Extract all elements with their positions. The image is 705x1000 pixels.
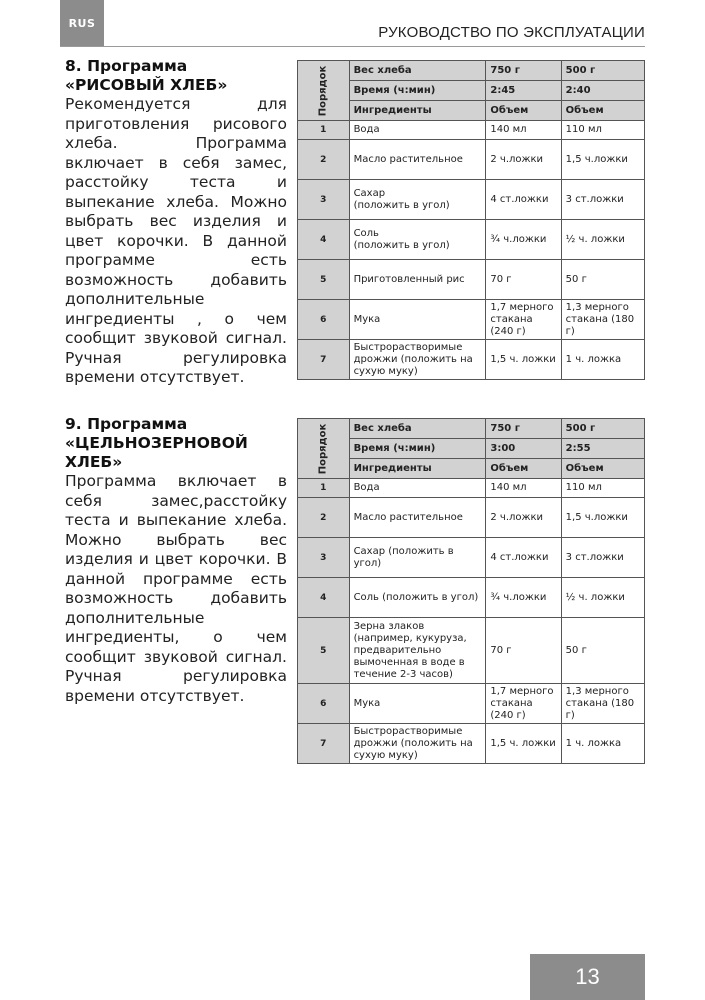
row-number: 1 [298, 479, 350, 498]
page-number: 13 [530, 954, 645, 1000]
amount-500: 3 ст.ложки [561, 538, 644, 578]
amount-750: 2 ч.ложки [486, 498, 561, 538]
program-9-recipe-table [297, 418, 645, 764]
ingredient-name: Вода [349, 479, 486, 498]
program-9-heading [65, 415, 287, 472]
row-number: 5 [298, 618, 350, 684]
program-8-recipe-table [297, 60, 645, 380]
ingredient-name: Быстрорастворимые дрожжи (положить на сухую муку) [349, 340, 486, 380]
amount-500: 50 г [561, 618, 644, 684]
table-row [298, 578, 645, 618]
row-number: 6 [298, 300, 350, 340]
ingredient-name: Вода [349, 121, 486, 140]
program-8-heading-line2: «РИСОВЫЙ ХЛЕБ» [65, 76, 228, 94]
amount-500: 110 мл [561, 479, 644, 498]
ingredients-label: Ингредиенты [349, 459, 486, 479]
table-row [298, 498, 645, 538]
ingredient-name: Быстрорастворимые дрожжи (положить на сухую муку) [349, 724, 486, 764]
amount-500: 1 ч. ложка [561, 340, 644, 380]
row-number: 5 [298, 260, 350, 300]
amount-750: 70 г [486, 618, 561, 684]
program-8-heading-line1: 8. Программа [65, 57, 188, 75]
row-number: 3 [298, 180, 350, 220]
table-row [298, 340, 645, 380]
amount-750: 140 мл [486, 121, 561, 140]
row-number: 6 [298, 684, 350, 724]
ingredient-name: Мука [349, 684, 486, 724]
weight-label: Вес хлеба [349, 419, 486, 439]
volume-label-500: Объем [561, 101, 644, 121]
amount-500: 50 г [561, 260, 644, 300]
time-750: 2:45 [486, 81, 561, 101]
amount-500: 1,5 ч.ложки [561, 140, 644, 180]
weight-750: 750 г [486, 419, 561, 439]
volume-label-750: Объем [486, 101, 561, 121]
program-8-description: Рекомендуется для приготовления рисового хлеба. Программа включает в себя замес, расстойку теста и выпекание хлеба. Можно выбрать вес изделия и цвет корочки. В данной программе есть возможность добавить дополнительные ингредиенты , о чем сообщит звуковой сигнал. Ручная регулировка времени отсутствует. [65, 95, 287, 386]
program-9-description: Программа включает в себя замес,расстойку теста и выпекание хлеба. Можно выбрать вес изделия и цвет корочки. В данной программе есть возможность добавить дополнительные ингредиенты, о чем сообщит звуковой сигнал. Ручная регулировка времени отсутствует. [65, 472, 287, 705]
time-label: Время (ч:мин) [349, 439, 486, 459]
table-row [298, 724, 645, 764]
ingredient-name: Сахар (положить в угол) [349, 180, 486, 220]
amount-500: ½ ч. ложки [561, 578, 644, 618]
volume-label-500: Объем [561, 459, 644, 479]
weight-500: 500 г [561, 61, 644, 81]
table-row [298, 684, 645, 724]
amount-750: 1,7 мерного стакана (240 г) [486, 684, 561, 724]
amount-500: 1,5 ч.ложки [561, 498, 644, 538]
ingredient-name: Сахар (положить в угол) [349, 538, 486, 578]
amount-500: 3 ст.ложки [561, 180, 644, 220]
ingredient-name: Мука [349, 300, 486, 340]
amount-750: 4 ст.ложки [486, 538, 561, 578]
amount-750: 70 г [486, 260, 561, 300]
order-column-header: Порядок [298, 61, 350, 121]
table-row [298, 538, 645, 578]
row-number: 2 [298, 140, 350, 180]
amount-750: 1,7 мерного стакана (240 г) [486, 300, 561, 340]
amount-500: 1,3 мерного стакана (180 г) [561, 300, 644, 340]
table-row [298, 479, 645, 498]
row-number: 1 [298, 121, 350, 140]
ingredient-name: Масло растительное [349, 498, 486, 538]
volume-label-750: Объем [486, 459, 561, 479]
language-tab: RUS [60, 0, 104, 46]
row-number: 4 [298, 220, 350, 260]
program-9-heading-line2: «ЦЕЛЬНОЗЕРНОВОЙ ХЛЕБ» [65, 434, 248, 471]
amount-750: ¾ ч.ложки [486, 578, 561, 618]
row-number: 2 [298, 498, 350, 538]
row-number: 7 [298, 724, 350, 764]
ingredient-name: Зерна злаков (например, кукуруза, предварительно вымоченная в воде в течение 2-3 часов) [349, 618, 486, 684]
amount-500: 1 ч. ложка [561, 724, 644, 764]
row-number: 7 [298, 340, 350, 380]
ingredient-name: Приготовленный рис [349, 260, 486, 300]
amount-750: 140 мл [486, 479, 561, 498]
ingredient-name: Масло растительное [349, 140, 486, 180]
amount-750: 2 ч.ложки [486, 140, 561, 180]
order-column-header: Порядок [298, 419, 350, 479]
table-row [298, 260, 645, 300]
row-number: 3 [298, 538, 350, 578]
amount-750: 4 ст.ложки [486, 180, 561, 220]
amount-750: ¾ ч.ложки [486, 220, 561, 260]
amount-500: ½ ч. ложки [561, 220, 644, 260]
manual-title: РУКОВОДСТВО ПО ЭКСПЛУАТАЦИИ [378, 24, 645, 41]
table-row [298, 121, 645, 140]
program-8-section [65, 57, 287, 388]
program-9-section [65, 415, 287, 706]
time-500: 2:40 [561, 81, 644, 101]
table-row [298, 140, 645, 180]
table-row [298, 220, 645, 260]
amount-750: 1,5 ч. ложки [486, 340, 561, 380]
table-row [298, 300, 645, 340]
amount-500: 110 мл [561, 121, 644, 140]
row-number: 4 [298, 578, 350, 618]
amount-500: 1,3 мерного стакана (180 г) [561, 684, 644, 724]
time-label: Время (ч:мин) [349, 81, 486, 101]
weight-label: Вес хлеба [349, 61, 486, 81]
time-500: 2:55 [561, 439, 644, 459]
program-9-heading-line1: 9. Программа [65, 415, 188, 433]
amount-750: 1,5 ч. ложки [486, 724, 561, 764]
table-row [298, 180, 645, 220]
weight-500: 500 г [561, 419, 644, 439]
header-divider [60, 46, 645, 47]
ingredients-label: Ингредиенты [349, 101, 486, 121]
ingredient-name: Соль (положить в угол) [349, 220, 486, 260]
weight-750: 750 г [486, 61, 561, 81]
time-750: 3:00 [486, 439, 561, 459]
program-8-heading [65, 57, 287, 95]
ingredient-name: Соль (положить в угол) [349, 578, 486, 618]
table-row [298, 618, 645, 684]
